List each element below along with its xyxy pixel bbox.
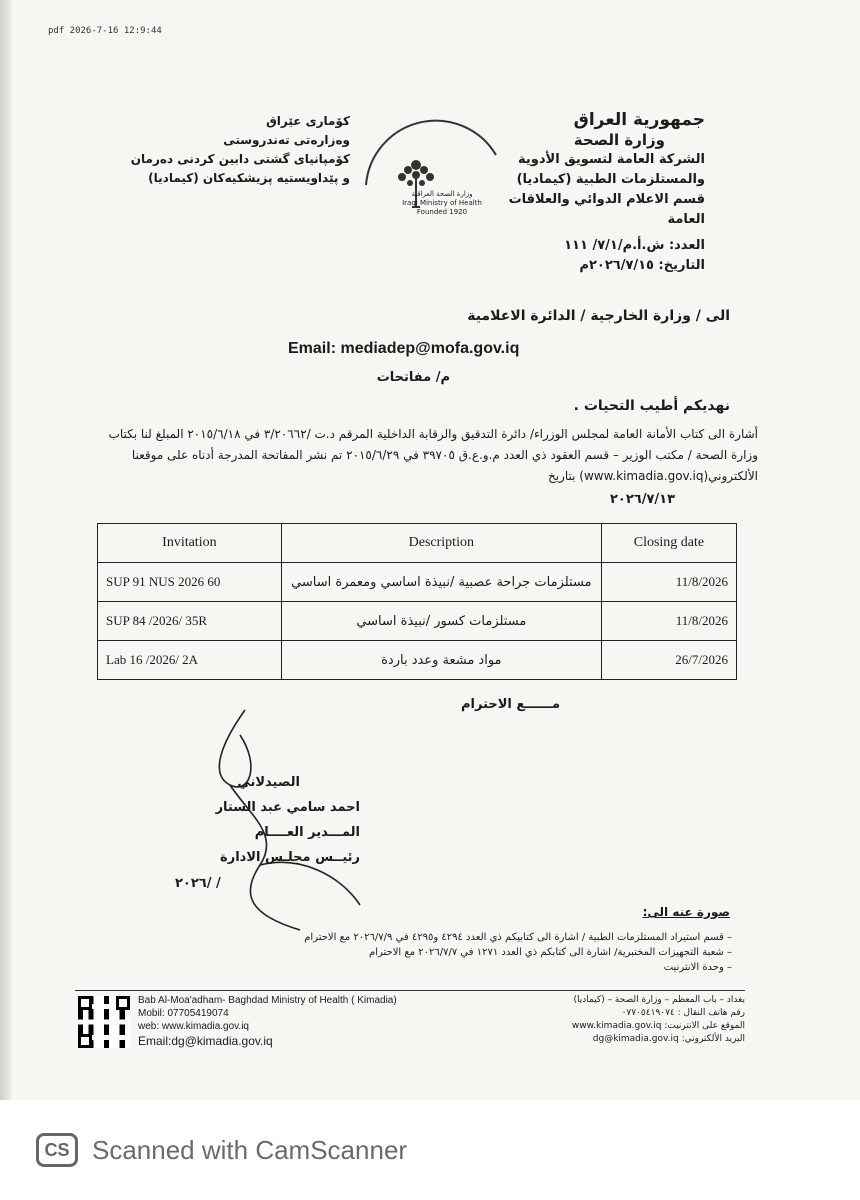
footer-web-ar: الموقع على الانترنيت: www.kimadia.gov.iq bbox=[571, 1021, 745, 1031]
arabic-header bbox=[500, 110, 705, 230]
reference-number-label: العدد: bbox=[668, 238, 705, 253]
kurdish-header-line: و پێداویستیە پزیشکیەکان (کیمادیا) bbox=[148, 171, 350, 185]
header-invitation: Invitation bbox=[98, 524, 282, 563]
invitation-cell: SUP 91 NUS 2026 60 bbox=[98, 563, 282, 602]
logo-caption-line: وزارة الصحة العراقية bbox=[411, 190, 473, 198]
scan-timestamp: pdf 2026-7-16 12:9:44 bbox=[48, 26, 162, 36]
copy-to-title: صورة عنه الى: bbox=[642, 905, 730, 919]
kurdish-header-block bbox=[120, 131, 350, 188]
kurdish-header-line: کۆمپانیای گشتی دابین کردنی دەرمان bbox=[130, 152, 350, 166]
closing-date-cell: 11/8/2026 bbox=[601, 602, 736, 641]
footer-email-ar: البريد الألكتروني: dg@kimadia.gov.iq bbox=[592, 1034, 745, 1044]
body-paragraph bbox=[98, 424, 758, 487]
footer-mobile-ar: رقم هاتف النقال : ٠٧٧٠٥٤١٩٠٧٤ bbox=[621, 1008, 745, 1018]
recipient-email: Email: mediadep@mofa.gov.iq bbox=[288, 340, 520, 357]
greeting: نهديكم أطيب التحيات . bbox=[573, 398, 730, 414]
qr-code-icon bbox=[78, 996, 130, 1048]
body-text: أشارة الى كتاب الأمانة العامة لمجلس الوزراء/ دائرة التدقيق والرقابة الداخلية المرقم د.ت /٣/٢٠٦٦٢ في ٢٠١٥/٦/١٨ المبلغ لنا بكتاب وزارة الصحة / مكتب الوزير – قسم العقود ذي العدد م.و.ع.ق ٣٩٧٠٥ في ٢٠١٥/٦/٢٩ تم نشر المفاتحة المدرجة أدناه على موقعنا الألكتروني(www.kimadia.gov.iq) بتاريخ bbox=[108, 427, 758, 483]
invitation-table bbox=[97, 523, 737, 680]
table-row bbox=[98, 563, 737, 602]
copy-to-list bbox=[200, 930, 732, 975]
closing-date-cell: 26/7/2026 bbox=[601, 641, 736, 680]
reference-block bbox=[520, 236, 705, 276]
arabic-header-line: قسم الاعلام الدوائي والعلاقات bbox=[508, 192, 705, 207]
camscanner-text: Scanned with CamScanner bbox=[92, 1134, 408, 1165]
arabic-header-line: جمهورية العراق bbox=[573, 110, 705, 130]
logo-caption-line: Founded 1920 bbox=[416, 208, 468, 216]
signature-block bbox=[140, 770, 360, 870]
signatory-title: الصيدلاني bbox=[237, 775, 300, 790]
table-row bbox=[98, 602, 737, 641]
camscanner-logo-icon: CS bbox=[36, 1133, 78, 1167]
reference-date bbox=[520, 256, 705, 276]
arabic-header-line: العامة bbox=[667, 212, 705, 227]
footer-email-en: Email:dg@kimadia.gov.iq bbox=[138, 1034, 273, 1048]
footer-address-ar: بغداد – باب المعظم – وزارة الصحة – (كيماديا) bbox=[573, 995, 745, 1005]
footer-contact-en bbox=[138, 994, 478, 1048]
header-closing-date: Closing date bbox=[601, 524, 736, 563]
table-header-row bbox=[98, 524, 737, 563]
footer-contact-ar bbox=[500, 994, 745, 1046]
kurdish-header bbox=[200, 112, 350, 131]
invitation-table-wrap bbox=[97, 523, 737, 680]
description-cell: مواد مشعة وعدد باردة bbox=[281, 641, 601, 680]
reference-number bbox=[520, 236, 705, 256]
reference-date-value: ٢٠٢٦/٧/١٥م bbox=[579, 258, 654, 273]
description-cell: مستلزمات جراحة عصبية /نبيذة اساسي ومعمرة اساسي bbox=[281, 563, 601, 602]
copy-to-item: – شعبة التجهيزات المختبرية/ اشارة الى كتابكم ذي العدد ١٢٧١ في ٢٠٢٦/٧/٧ مع الاحترام bbox=[369, 947, 732, 958]
arabic-header-line: الشركة العامة لتسويق الأدوية bbox=[518, 152, 705, 167]
signatory-position: المـــدير العــــام bbox=[254, 825, 360, 840]
invitation-cell: SUP 84 /2026/ 35R bbox=[98, 602, 282, 641]
footer-address-en: Bab Al-Moa'adham- Baghdad Ministry of Health ( Kimadia) bbox=[138, 995, 397, 1006]
signatory-board: رئيــس مجلـس الادارة bbox=[220, 850, 360, 865]
copy-to-item: – قسم استيراد المستلزمات الطبية / اشارة الى كتابيكم ذي العدد ٤٢٩٤ و٤٢٩٥ في ٢٠٢٦/٧/٩ مع الاحترام bbox=[304, 932, 732, 943]
kurdish-header-line: کۆماری عێراق bbox=[266, 114, 350, 128]
reference-date-label: التاريخ: bbox=[658, 258, 705, 273]
camscanner-watermark bbox=[36, 1133, 407, 1167]
copy-to-item: – وحدة الانترنيت bbox=[663, 962, 732, 973]
arabic-header-line: وزارة الصحة bbox=[573, 131, 665, 149]
subject: م/ مفاتحات bbox=[376, 370, 450, 385]
publication-date: ٢٠٢٦/٧/١٣ bbox=[610, 492, 676, 507]
description-cell: مستلزمات كسور /نبيذة اساسي bbox=[281, 602, 601, 641]
scan-edge bbox=[0, 0, 12, 1100]
signature-date: ٢٠٢٦/ / bbox=[175, 876, 221, 891]
logo-caption-line: Iraqi Ministry of Health bbox=[402, 199, 482, 207]
closing-date-cell: 11/8/2026 bbox=[601, 563, 736, 602]
footer-web-en: web: www.kimadia.gov.iq bbox=[138, 1021, 249, 1032]
kurdish-header-line: وەزارەتی تەندروستی bbox=[223, 133, 350, 147]
closing-salutation: مــــــع الاحترام bbox=[461, 697, 560, 712]
reference-number-value: ش.أ.م/٧/١/ ١١١ bbox=[564, 238, 665, 253]
invitation-cell: Lab 16 /2026/ 2A bbox=[98, 641, 282, 680]
table-row bbox=[98, 641, 737, 680]
addressee: الى / وزارة الخارجية / الدائرة الاعلامية bbox=[467, 308, 730, 324]
logo-caption bbox=[392, 190, 492, 217]
header-description: Description bbox=[281, 524, 601, 563]
footer-mobile-en: Mobil: 07705419074 bbox=[138, 1008, 229, 1019]
signatory-name: احمد سامي عبد الستار bbox=[215, 800, 360, 815]
footer-divider bbox=[75, 990, 745, 991]
arabic-header-line: والمستلزمات الطبية (كيماديا) bbox=[516, 172, 705, 187]
